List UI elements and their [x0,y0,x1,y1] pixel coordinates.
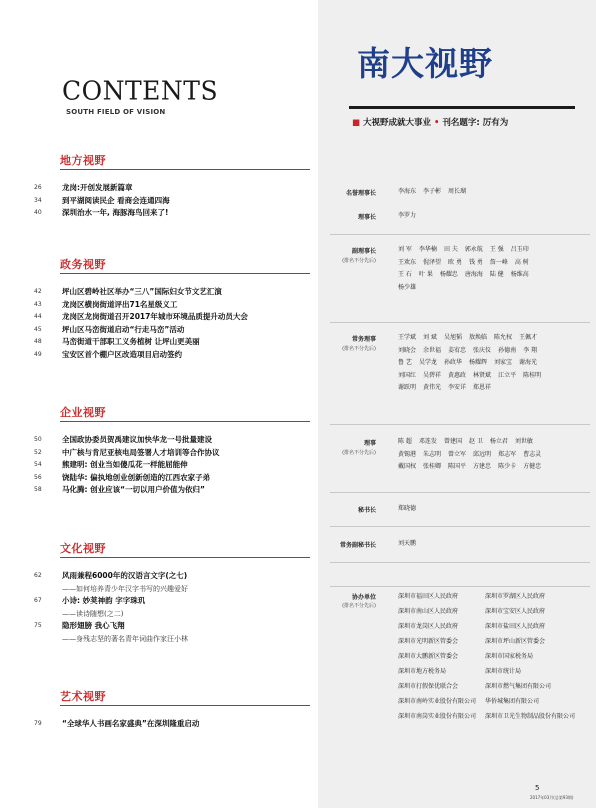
board-member: 黄惠政 [448,371,467,379]
board-name-line [398,186,596,199]
board-name-line [398,461,596,474]
unit-name: 深圳市南山区人民政府 [398,608,459,615]
unit-name: 深圳市地方税务局 [398,668,447,675]
board-member: 姜宥忠 [448,346,467,354]
board-name-line [398,503,596,516]
toc-item[interactable] [34,207,314,219]
board-role-label: 理事 [363,440,376,447]
unit-name: 深圳市盐田区人民政府 [485,623,546,630]
board-member: 叶 果 [418,271,433,278]
board-name-line [398,332,596,345]
board-member: 钱 勇 [468,258,483,266]
toc-page-number: 48 [34,338,42,345]
board-name-line [398,449,596,462]
board-member: 杨维高 [510,271,529,278]
unit-row [398,709,594,724]
board-role-note: (排名不分先后) [342,346,376,352]
section-rule [60,705,310,706]
toc-item[interactable] [34,434,314,446]
unit-name: 深圳市宝安区人民政府 [485,608,546,615]
board-member: 吕玉印 [510,246,529,253]
board-member: 李华楠 [418,246,437,253]
toc-title: 宝安区首个棚户区改造项目启动签约 [62,349,182,359]
board-member: 李 翔 [523,346,537,354]
unit-name: 深圳市国家税务局 [485,653,534,660]
toc-title: 风雨兼程6000年的汉语言文字(之七) [62,571,188,580]
board-name-line [398,370,596,383]
roster-divider [330,586,590,587]
roster-divider [330,492,590,493]
toc-page-number: 62 [34,572,42,579]
board-member: 杨立君 [489,438,508,445]
toc-page-number: 75 [34,622,42,629]
toc-page-number: 49 [34,350,42,358]
board-role-label: 副理事长 [351,248,376,255]
toc-item[interactable] [34,324,314,336]
toc-item[interactable] [34,459,314,471]
board-name-line [398,357,596,370]
toc-title: ——如何培养青少年汉字书写的兴趣爱好 [62,584,188,593]
board-member: 吴碧祥 [423,371,442,379]
board-member: 刘家宝 [493,359,512,366]
toc-item[interactable] [34,299,314,311]
board-member: 郑恩祥 [473,384,492,391]
board-member: 戴国权 [398,463,417,470]
board-name-line [398,345,596,358]
board-member: 江立平 [498,371,517,379]
toc-page-number: 67 [34,597,42,604]
board-member: 方健忠 [523,463,542,470]
board-member: 刘 斌 [423,334,437,341]
toc-title: 到平湖阅读民企 看商会连通四海 [62,195,170,205]
roster-divider [330,526,590,527]
unit-name: 深圳市卫光生物制品股份有限公司 [485,713,576,720]
board-member: 吴旭韬 [443,334,462,341]
board-member: 方建忠 [473,463,492,470]
section-rule [60,421,310,422]
unit-name: 华侨城集团有限公司 [485,698,540,705]
board-role-note: (排名不分先后) [342,450,376,456]
unit-name: 深圳市坪山新区管委会 [485,638,546,645]
toc-page-number: 50 [34,436,42,443]
section-rule [60,557,310,558]
roster-divider [330,562,590,563]
toc-item[interactable] [34,182,314,194]
section-heading: 企业视野 [60,406,106,419]
unit-row [398,604,594,619]
board-member-names [398,244,596,294]
contents-subtitle: SOUTH FIELD OF VISION [66,108,166,116]
unit-row [398,634,594,649]
toc-item[interactable] [34,484,314,496]
board-member: 林贤斌 [473,371,492,379]
toc-title: 隐形翅膀 我心飞翔 [62,621,125,630]
board-member-names [398,210,596,223]
board-member: 黄伟光 [423,384,442,391]
toc-title: 龙岗区横岗街道评出71名星级义工 [62,299,178,309]
slogan-separator: • [433,118,440,128]
unit-row [398,679,594,694]
board-member: 李安详 [448,384,467,391]
toc-page-number: 79 [34,720,42,727]
board-member-names [398,332,596,395]
section-rule [60,169,310,170]
toc-title: ——身残志坚的著名青年词曲作家汪小林 [62,634,188,643]
board-member: 曹志灵 [523,450,542,458]
board-member: 王 石 [398,271,412,278]
board-member: 谢海光 [518,359,537,366]
board-member: 杨少雄 [398,283,417,291]
board-member: 陈国平 [448,463,467,470]
section-heading: 地方视野 [60,154,106,167]
unit-name: 深圳市打假保优联合会 [398,683,459,690]
toc-title: 马化腾: 创业应该“一切以用户价值为依归” [62,485,205,494]
board-member: 孙德南 [498,346,517,354]
board-member: 曾立军 [448,450,467,458]
unit-row [398,694,594,709]
unit-name: 深圳市统计局 [485,668,522,675]
board-member: 鲁 艺 [398,359,412,366]
board-role-label: 名誉理事长 [345,190,376,197]
unit-name: 深圳市光明新区管委会 [398,638,459,645]
units-note: (排名不分先后) [342,603,376,609]
board-member: 詹一峰 [489,258,508,266]
toc-item[interactable] [34,349,314,361]
board-member: 郑志军 [498,450,517,458]
board-name-line [398,436,596,449]
toc-title: 中广核与肯尼亚核电局签署人才培训等合作协议 [62,447,220,457]
toc-item[interactable] [34,447,314,459]
board-member: 邱远明 [473,450,492,458]
roster-divider [330,322,590,323]
unit-row [398,649,594,664]
toc-page-number: 42 [34,288,42,295]
toc-title: ——读诗随想(之二) [62,609,124,618]
toc-item[interactable] [34,608,314,620]
unit-row [398,664,594,679]
board-name-line [398,210,596,223]
toc-item[interactable] [34,620,314,632]
board-role-note: (排名不分先后) [342,258,376,264]
toc-title: 深圳治水一年, 海豚海鸟回来了! [62,208,169,217]
toc-title: “全球华人书画名家盛典”在深圳隆重启动 [62,719,200,728]
board-member: 王欢东 [398,258,417,266]
roster-divider [330,424,590,425]
unit-name: 深圳市南岗实业股份有限公司 [398,713,477,720]
board-member-names [398,186,596,199]
co-organizer-list [398,589,594,724]
board-member: 陈少卡 [498,463,517,470]
board-name-line [398,382,596,395]
board-role-label: 常务理事 [351,336,376,343]
board-member: 李罗力 [398,212,417,219]
toc-page-number: 43 [34,300,42,308]
toc-item[interactable] [34,595,314,607]
toc-item[interactable] [34,336,314,348]
board-member: 郑晓德 [398,505,417,512]
board-member: 陈 超 [398,438,412,445]
board-member: 陈允权 [493,334,512,341]
toc-item[interactable] [34,195,314,207]
roster-divider [330,234,590,235]
board-member: 陈桂明 [523,371,542,379]
toc-title: 全国政协委员贺禹建议加快华龙一号批量建设 [62,435,212,444]
logo-underline [349,106,575,109]
board-member: 倪泽望 [423,258,442,266]
board-member: 田 夫 [443,246,458,253]
unit-name: 深圳市燃气集团有限公司 [485,683,552,690]
board-member: 赵 卫 [468,438,483,445]
board-member: 高 树 [514,258,529,266]
board-name-line [398,282,596,295]
board-member: 王佩才 [518,334,537,341]
slogan [352,116,508,128]
unit-row [398,589,594,604]
board-name-line [398,244,596,257]
board-member: 王 强 [489,246,504,253]
toc-title: 龙岗:开创发展新篇章 [62,183,133,192]
logo-text: 南大视野 [357,44,493,83]
toc-item[interactable] [34,472,314,484]
toc-title: 马峦街道干部职工义务植树 让坪山更美丽 [62,337,200,346]
board-member: 欧 勇 [448,258,462,266]
board-member: 敖焕临 [468,334,487,341]
toc-page-number: 45 [34,325,42,333]
unit-row [398,619,594,634]
toc-title: 小诗: 妙荚神韵 字字珠玑 [62,596,146,605]
page-number: 5 [535,784,540,792]
board-member: 刘国红 [398,371,417,379]
board-name-line [398,538,596,551]
toc-page-number: 26 [34,184,42,191]
board-member: 刘天鹏 [398,540,417,547]
units-label: 协办单位 [351,594,376,601]
board-member: 刘 军 [398,246,412,253]
section-heading: 艺术视野 [60,690,106,703]
board-member: 刘世敏 [514,438,533,445]
board-member: 孙政华 [443,359,462,366]
board-role-label: 理事长 [357,214,376,221]
section-heading: 文化视野 [60,542,106,555]
board-role-label: 常务副秘书长 [339,542,376,549]
toc-page-number: 44 [34,313,42,320]
board-member: 刘晓会 [398,346,417,354]
board-name-line [398,269,596,282]
toc-page-number: 34 [34,196,42,204]
board-member: 唐海海 [464,271,483,278]
toc-item[interactable] [34,718,314,730]
board-member: 郭永航 [464,246,483,253]
board-name-line [398,257,596,270]
slogan-dot-red: ■ [352,118,361,128]
issue-label: 2017年03月(总第93期) [530,795,574,800]
board-member: 吴学龙 [418,359,437,366]
board-member: 邓连发 [418,438,437,445]
board-member: 张桂卿 [423,463,442,470]
board-member: 张庆仪 [473,346,492,354]
board-member: 杨耀辉 [468,359,487,366]
toc-page-number: 58 [34,486,42,493]
section-heading: 政务视野 [60,258,106,271]
toc-title: 熊建明: 创业当如傻瓜花一样能屈能伸 [62,460,188,469]
board-member: 曾建国 [443,438,462,445]
board-member: 朱志明 [423,450,442,458]
unit-name: 深圳市福田区人民政府 [398,593,459,600]
board-member-names [398,538,596,551]
board-member: 杨耀忠 [439,271,458,278]
board-member-names [398,436,596,474]
board-member: 李子彬 [423,188,442,195]
unit-name: 深圳市南岭实业股份有限公司 [398,698,477,705]
board-role-label: 秘书长 [357,507,376,514]
board-member: 周长瑚 [448,188,467,195]
board-member: 李海东 [398,188,417,195]
toc-title: 坪山区碧岭社区举办“三八”国际妇女节文艺汇演 [62,287,222,296]
board-member: 谢跃明 [398,384,417,391]
toc-item[interactable] [34,633,314,645]
toc-title: 龙岗区龙岗街道召开2017年城市环境品质提升动员大会 [62,312,248,321]
toc-page-number: 56 [34,473,42,481]
toc-item[interactable] [34,311,314,323]
board-member: 王学斌 [398,334,417,341]
toc-item[interactable] [34,286,314,298]
toc-page-number: 52 [34,448,42,456]
unit-name: 深圳市大鹏新区管委会 [398,653,459,660]
board-member: 陆 健 [489,271,504,278]
unit-name: 深圳市龙岗区人民政府 [398,623,459,630]
board-member: 黄锡港 [398,450,417,458]
board-member-names [398,503,596,516]
unit-name: 深圳市罗湖区人民政府 [485,593,546,600]
toc-title: 坪山区马峦街道启动“行走马峦”活动 [62,324,185,334]
toc-title: 饶陆华: 偏执地创业创新创造的江西农家子弟 [62,472,211,482]
toc-page-number: 54 [34,461,42,468]
section-rule [60,273,310,274]
slogan-calligraphy-credit: 刊名题字: 厉有为 [442,118,509,128]
toc-item[interactable] [34,583,314,595]
magazine-logo [357,38,547,96]
contents-title: CONTENTS [62,75,219,106]
slogan-main: 大视野成就大事业 [363,118,432,128]
toc-item[interactable] [34,570,314,582]
board-member: 余世福 [423,346,442,354]
toc-page-number: 40 [34,209,42,216]
